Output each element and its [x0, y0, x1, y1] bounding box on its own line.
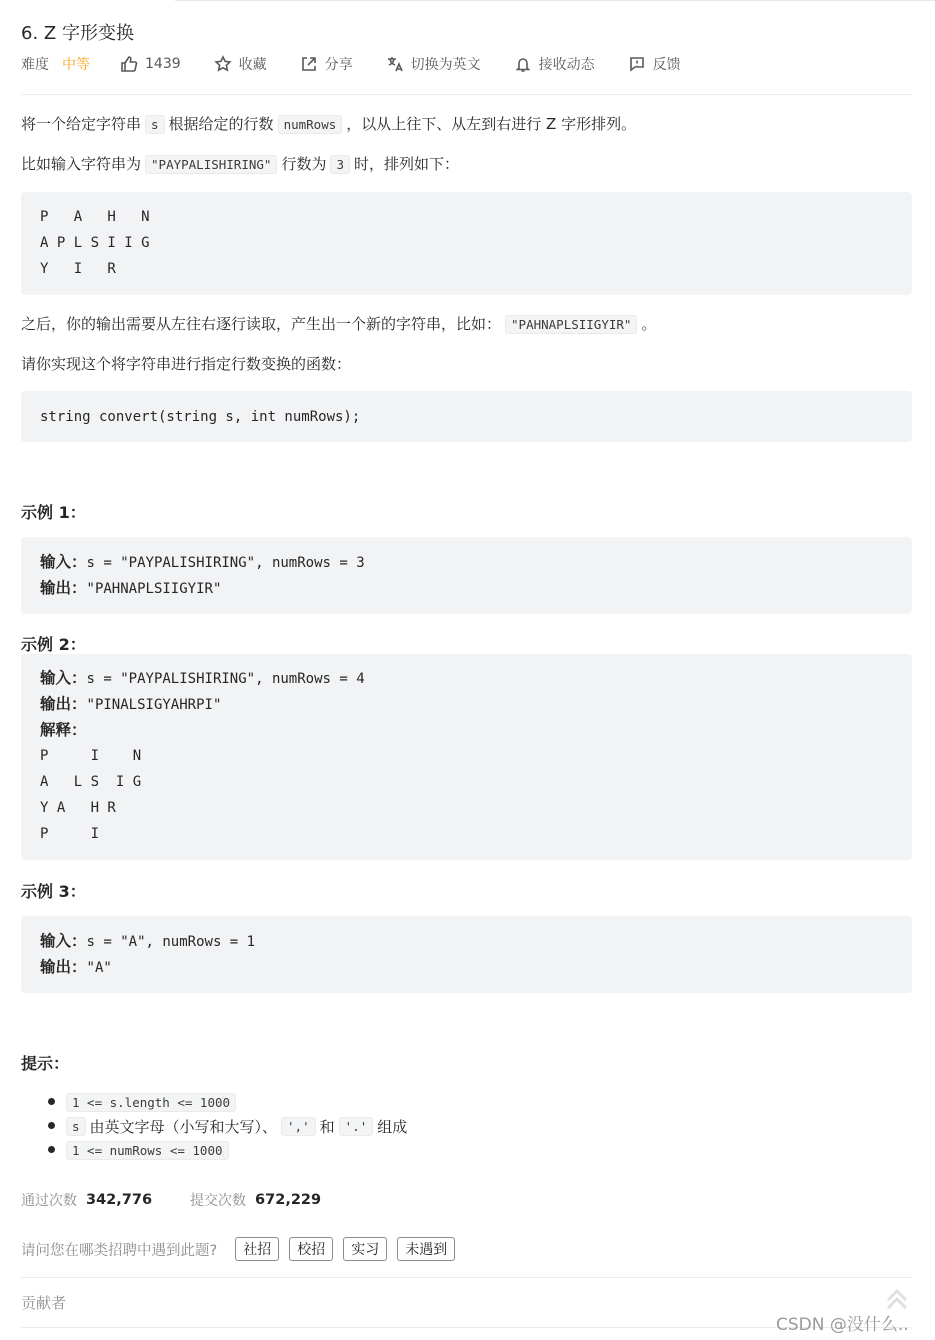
inline-code: s — [145, 115, 165, 134]
watermark: CSDN @没什么.. — [776, 1315, 909, 1335]
example-input-line — [40, 668, 365, 689]
submitted-count: 672,229 — [255, 1192, 322, 1208]
favorite-button[interactable] — [214, 54, 267, 74]
accepted-label: 通过次数 — [21, 1193, 77, 1209]
interview-question-text: 请问您在哪类招聘中遇到此题? — [21, 1242, 218, 1259]
notify-button[interactable] — [514, 54, 595, 74]
explain-label: 解释： — [40, 721, 87, 739]
share-button[interactable] — [300, 54, 353, 74]
text-span: 根据给定的行数 — [168, 115, 274, 133]
problem-meta-bar — [21, 52, 681, 76]
interview-question — [21, 1237, 455, 1261]
share-label: 分享 — [324, 57, 353, 73]
input-value: s = "A", numRows = 1 — [86, 934, 256, 950]
accepted-count: 342,776 — [86, 1192, 153, 1208]
output-value: "PINALSIGYAHRPI" — [86, 697, 222, 713]
text-span: 由英文字母（小写和大写）、 — [89, 1117, 278, 1136]
example-output-line — [40, 694, 221, 715]
text-span: 比如输入字符串为 — [21, 155, 142, 173]
input-value: s = "PAYPALISHIRING", numRows = 4 — [86, 671, 365, 687]
text-span: 将一个给定字符串 — [21, 115, 142, 133]
submitted-label: 提交次数 — [190, 1193, 247, 1209]
inline-code: '.' — [339, 1117, 374, 1136]
code-line: P I N — [40, 748, 142, 764]
text-span: 。 — [641, 315, 657, 333]
header-divider — [21, 94, 911, 95]
description-paragraph-4: 请你实现这个将字符串进行指定行数变换的函数： — [21, 355, 352, 373]
inline-code: ',' — [281, 1117, 316, 1136]
example-input-line — [40, 931, 255, 952]
text-span: ，以从上往下、从左到右进行 Z 字形排列。 — [346, 115, 637, 133]
feedback-button[interactable] — [628, 54, 681, 74]
text-span: 之后，你的输出需要从左往右逐行读取，产生出一个新的字符串，比如： — [21, 315, 502, 333]
code-line: string convert(string s, int numRows); — [40, 409, 361, 425]
list-item — [52, 1114, 407, 1138]
problem-title: 6. Z 字形变换 — [21, 23, 134, 44]
example-explain-line — [40, 720, 87, 741]
example-1-heading: 示例 1： — [21, 503, 86, 522]
tag-internship[interactable]: 实习 — [343, 1237, 387, 1261]
contributors-divider-top — [21, 1277, 911, 1278]
code-line: P A H N — [40, 209, 150, 225]
list-item — [52, 1138, 407, 1162]
description-paragraph-1 — [21, 113, 636, 136]
input-label: 输入： — [40, 932, 87, 950]
translate-icon — [386, 55, 404, 73]
text-span: 行数为 — [281, 155, 327, 173]
example-output-line — [40, 957, 112, 978]
favorite-label: 收藏 — [238, 57, 267, 73]
text-span: 和 — [319, 1117, 335, 1136]
output-value: "PAHNAPLSIIGYIR" — [86, 581, 222, 597]
notify-label: 接收动态 — [538, 57, 595, 73]
code-line: P I — [40, 826, 100, 842]
example-1-block — [21, 537, 912, 614]
input-value: s = "PAYPALISHIRING", numRows = 3 — [86, 555, 365, 571]
tag-campus-recruit[interactable]: 校招 — [289, 1237, 333, 1261]
inline-code: 1 <= s.length <= 1000 — [66, 1093, 236, 1112]
inline-code: 1 <= numRows <= 1000 — [66, 1141, 229, 1160]
code-line: A P L S I I G — [40, 235, 150, 251]
output-label: 输出： — [40, 579, 87, 597]
list-item — [52, 1090, 407, 1114]
share-icon — [300, 55, 318, 73]
example-2-block — [21, 654, 912, 860]
inline-code: numRows — [278, 115, 343, 134]
difficulty-value: 中等 — [62, 57, 90, 73]
hints-heading: 提示： — [21, 1054, 70, 1073]
tag-not-encountered[interactable]: 未遇到 — [397, 1237, 455, 1261]
inline-code: "PAHNAPLSIIGYIR" — [505, 315, 637, 334]
code-line: A L S I G — [40, 774, 142, 790]
description-paragraph-3 — [21, 313, 656, 336]
text-span: 时，排列如下： — [353, 155, 459, 173]
star-icon — [214, 55, 232, 73]
example-3-heading: 示例 3： — [21, 882, 86, 901]
input-label: 输入： — [40, 669, 87, 687]
signature-code-block — [21, 391, 912, 442]
thumbs-up-icon — [120, 55, 138, 73]
contributors-section[interactable]: 贡献者 — [21, 1294, 67, 1312]
difficulty-label: 难度 — [21, 57, 49, 73]
tag-social-recruit[interactable]: 社招 — [235, 1237, 279, 1261]
translate-label: 切换为英文 — [410, 57, 481, 73]
zigzag-code-block — [21, 192, 912, 295]
hints-list — [52, 1090, 407, 1162]
top-divider — [175, 0, 935, 1]
example-output-line — [40, 578, 221, 599]
inline-code: s — [66, 1117, 86, 1136]
example-3-block — [21, 916, 912, 993]
output-label: 输出： — [40, 695, 87, 713]
description-paragraph-2 — [21, 153, 459, 176]
inline-code: "PAYPALISHIRING" — [145, 155, 277, 174]
output-value: "A" — [86, 960, 112, 976]
input-label: 输入： — [40, 553, 87, 571]
translate-button[interactable] — [386, 54, 481, 74]
example-input-line — [40, 552, 365, 573]
inline-code: 3 — [330, 155, 350, 174]
feedback-icon — [628, 55, 646, 73]
example-2-heading: 示例 2： — [21, 635, 86, 654]
feedback-label: 反馈 — [652, 57, 681, 73]
like-button[interactable] — [120, 55, 181, 73]
bell-icon — [514, 55, 532, 73]
code-line: Y A H R — [40, 800, 116, 816]
output-label: 输出： — [40, 958, 87, 976]
like-count: 1439 — [145, 56, 181, 72]
submission-stats — [21, 1190, 359, 1210]
text-span: 组成 — [377, 1117, 408, 1136]
code-line: Y I R — [40, 261, 116, 277]
